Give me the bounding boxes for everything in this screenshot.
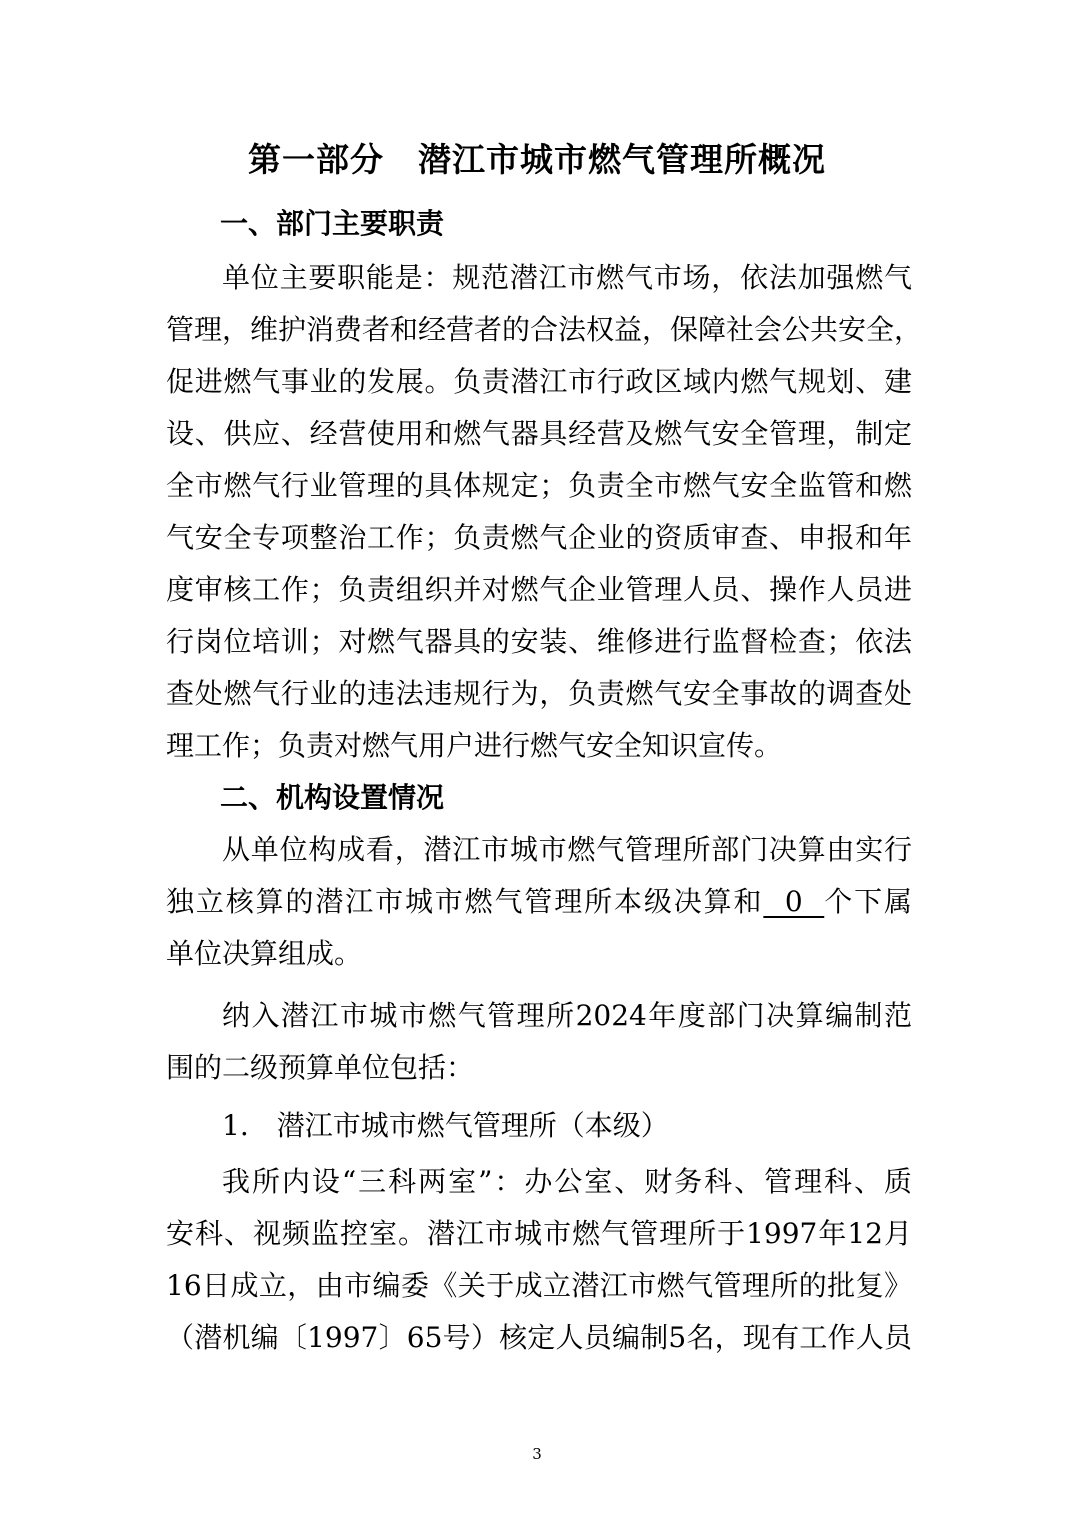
paragraph-line: 安科、视频监控室。潜江市城市燃气管理所于1997年12月 xyxy=(166,1217,912,1250)
paragraph-line: 纳入潜江市城市燃气管理所2024年度部门决算编制范 xyxy=(222,999,912,1032)
paragraph-line: 设、供应、经营使用和燃气器具经营及燃气安全管理，制定 xyxy=(166,417,912,450)
paragraph-line: 我所内设“三科两室”：办公室、财务科、管理科、质 xyxy=(222,1165,912,1198)
subordinate-unit-count: 0 xyxy=(763,885,825,918)
paragraph-line-with-blank xyxy=(166,882,912,922)
paragraph-line: 查处燃气行业的违法违规行为，负责燃气安全事故的调查处 xyxy=(166,677,912,710)
paragraph-line: 管理，维护消费者和经营者的合法权益，保障社会公共安全， xyxy=(166,313,923,346)
paragraph-line: 单位主要职能是：规范潜江市燃气市场，依法加强燃气 xyxy=(222,261,912,294)
section-heading-duties: 一、部门主要职责 xyxy=(220,207,445,240)
paragraph-line: （潜机编〔1997〕65号）核定人员编制5名，现有工作人员 xyxy=(166,1321,912,1354)
text-fragment: 独立核算的潜江市城市燃气管理所本级决算和 xyxy=(166,885,764,918)
section-heading-organization: 二、机构设置情况 xyxy=(220,781,445,814)
paragraph-line: 行岗位培训；对燃气器具的安装、维修进行监督检查；依法 xyxy=(166,625,912,658)
paragraph-line: 度审核工作；负责组织并对燃气企业管理人员、操作人员进 xyxy=(166,573,912,606)
text-fragment: 个下属 xyxy=(824,885,912,918)
page-number: 3 xyxy=(532,1445,542,1463)
paragraph-line: 16日成立，由市编委《关于成立潜江市燃气管理所的批复》 xyxy=(166,1269,912,1302)
paragraph-line: 单位决算组成。 xyxy=(166,937,363,970)
paragraph-line: 理工作；负责对燃气用户进行燃气安全知识宣传。 xyxy=(166,729,783,762)
paragraph-line: 从单位构成看，潜江市城市燃气管理所部门决算由实行 xyxy=(222,833,912,866)
paragraph-line: 全市燃气行业管理的具体规定；负责全市燃气安全监管和燃 xyxy=(166,469,912,502)
paragraph-line: 促进燃气事业的发展。负责潜江市行政区域内燃气规划、建 xyxy=(166,365,912,398)
list-item: 1. 潜江市城市燃气管理所（本级） xyxy=(222,1109,669,1142)
paragraph-line: 围的二级预算单位包括： xyxy=(166,1051,475,1084)
page-title: 第一部分 潜江市城市燃气管理所概况 xyxy=(248,140,826,179)
paragraph-line: 气安全专项整治工作；负责燃气企业的资质审查、申报和年 xyxy=(166,521,912,554)
